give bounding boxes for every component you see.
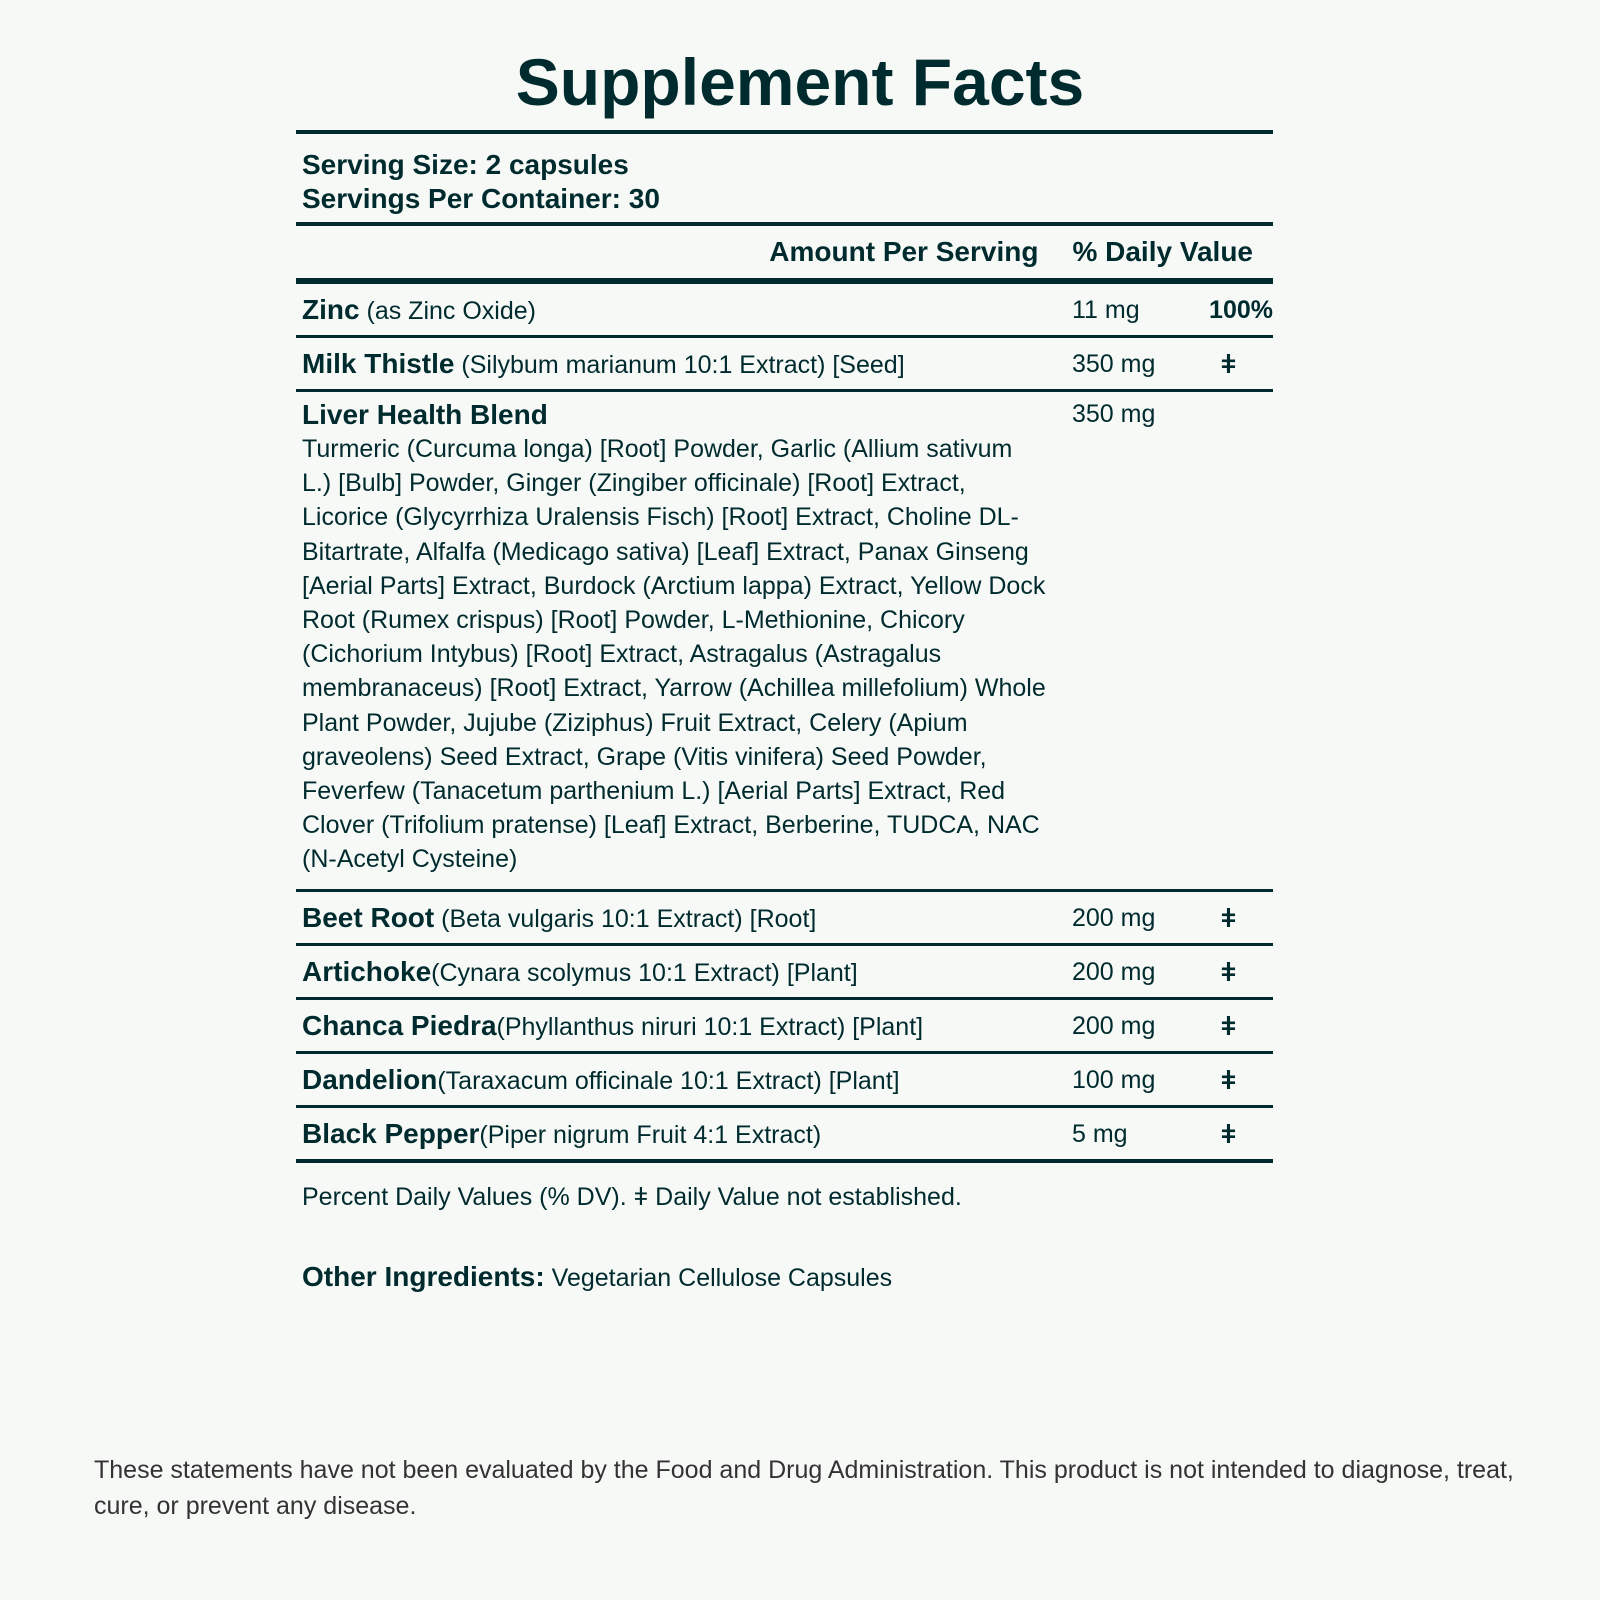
serving-size: Serving Size: 2 capsules — [302, 149, 629, 180]
dagger-icon: ǂ — [1220, 902, 1237, 933]
ingredient-amount: 11 mg — [1072, 296, 1140, 324]
ingredient-name: Artichoke(Cynara scolymus 10:1 Extract) [Plant] — [302, 955, 858, 987]
fda-disclaimer: These statements have not been evaluated by the Food and Drug Administration. This product is not intended to diagnose, treat, cure, or prevent any disease. — [94, 1456, 1514, 1520]
serving-info — [296, 134, 1273, 222]
dagger-icon: ǂ — [1220, 349, 1237, 379]
dagger-icon: ǂ — [1220, 1064, 1237, 1095]
dagger-icon: ǂ — [1220, 956, 1237, 987]
ingredient-row-beet-root — [296, 892, 1273, 943]
ingredient-row-chanca-piedra — [296, 1000, 1273, 1051]
ingredient-amount: 100 mg — [1072, 1065, 1156, 1094]
amount-per-serving-header: Amount Per Serving — [769, 236, 1039, 267]
ingredient-name: Zinc (as Zinc Oxide) — [302, 294, 536, 325]
other-ingredients-value: Vegetarian Cellulose Capsules — [544, 1263, 893, 1292]
ingredient-amount: 200 mg — [1072, 957, 1156, 986]
daily-value-header: % Daily Value — [1072, 236, 1253, 267]
servings-per-container: Servings Per Container: 30 — [302, 183, 660, 214]
blend-details — [302, 398, 1072, 877]
ingredient-row-zinc — [296, 284, 1273, 335]
blend-name: Liver Health Blend — [302, 399, 548, 430]
ingredient-name: Dandelion(Taraxacum officinale 10:1 Extract) [Plant] — [302, 1063, 900, 1095]
ingredient-dv: 100% — [1209, 296, 1273, 324]
ingredient-row-liver-health-blend — [296, 392, 1273, 889]
ingredient-amount: 350 mg — [1072, 350, 1156, 378]
ingredient-row-black-pepper — [296, 1108, 1273, 1159]
ingredient-row-dandelion — [296, 1054, 1273, 1105]
daily-value-footnote: Percent Daily Values (% DV). ǂ Daily Value not established. — [302, 1182, 962, 1211]
other-ingredients-label: Other Ingredients: — [302, 1260, 545, 1292]
dagger-icon: ǂ — [1220, 1118, 1237, 1149]
dagger-icon: ǂ — [1220, 1010, 1237, 1041]
ingredient-row-milk-thistle — [296, 338, 1273, 389]
ingredient-amount: 200 mg — [1072, 1011, 1156, 1040]
supplement-facts-panel — [296, 130, 1273, 1294]
ingredient-amount: 5 mg — [1072, 1119, 1128, 1148]
page-title: Supplement Facts — [515, 45, 1085, 119]
ingredient-amount: 200 mg — [1072, 903, 1156, 932]
ingredient-name: Milk Thistle (Silybum marianum 10:1 Extract) [Seed] — [302, 348, 905, 379]
column-header — [296, 226, 1273, 278]
blend-amount: 350 mg — [1072, 400, 1156, 428]
ingredient-row-artichoke — [296, 946, 1273, 997]
ingredient-name: Black Pepper(Piper nigrum Fruit 4:1 Extract) — [302, 1117, 822, 1149]
blend-contents: Turmeric (Curcuma longa) [Root] Powder, Garlic (Allium sativum L.) [Bulb] Powder, Ginger (Zingiber officinale) [Root] Extract, Licorice (Glycyrrhiza Uralensis Fisch) [Root] Extract, Choline DL-Bitartrate, Alfalfa (Medicago sativa) [Leaf] Extract, Panax Ginseng [Aerial Parts] Extract, Burdock (Arctium lappa) Extract, Yellow Dock Root (Rumex crispus) [Root] Powder, L-Methionine, Chicory (Cichorium Intybus) [Root] Extract, Astragalus (Astragalus membranaceus) [Root] Extract, Yarrow (Achillea millefolium) Whole Plant Powder, Jujube (Ziziphus) Fruit Extract, Celery (Apium graveolens) Seed Extract, Grape (Vitis vinifera) Seed Powder, Feverfew (Tanacetum parthenium L.) [Aerial Parts] Extract, Red Clover (Trifolium pratense) [Leaf] Extract, Berberine, TUDCA, NAC (N-Acetyl Cysteine) — [302, 435, 1046, 874]
other-ingredients — [296, 1213, 1273, 1294]
ingredient-name: Chanca Piedra(Phyllanthus niruri 10:1 Extract) [Plant] — [302, 1009, 924, 1041]
ingredient-name: Beet Root (Beta vulgaris 10:1 Extract) [Root] — [302, 901, 817, 933]
